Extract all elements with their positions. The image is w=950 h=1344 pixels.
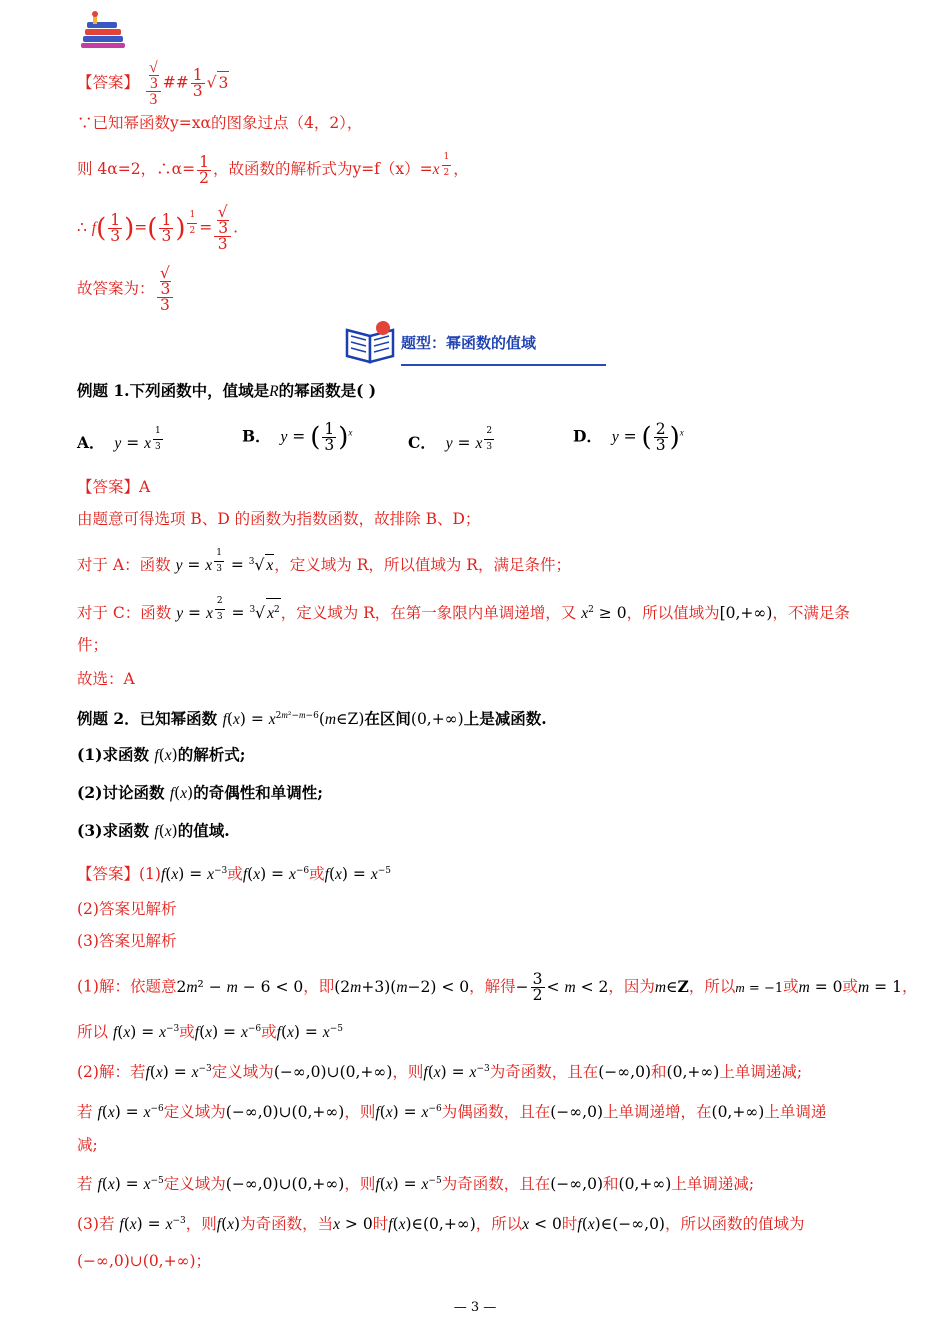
- solution-part1: (1)解：依题意2m² − m − 6 < 0，即(2m+3)(m−2) < 0，解得− $\frac{3}{2}$ < m < 2，因为m∈Z，所以m = −1或m = 0或m = 1，: [77, 970, 918, 1004]
- solution-part2-c: 若 $f(x) = x^{-5}$定义域为(−∞,0)∪(0,+∞)，则$f(x) = x^{-5}$为奇函数，且在(−∞,0)和(0,+∞)上单调递减;: [77, 1175, 755, 1194]
- section-banner: [343, 320, 608, 370]
- example2-answer-3: (3)答案见解析: [77, 932, 177, 950]
- example1-choice: 故选：A: [77, 670, 135, 688]
- option-d: D． y = ( $\frac{2}{3}$ )$^x$: [573, 420, 684, 454]
- question-1: (1)求函数 f(x)的解析式;: [77, 745, 246, 764]
- solution-part2-a: (2)解：若$f(x) = x^{-3}$定义域为(−∞,0)∪(0,+∞)，则$f(x) = x^{-3}$为奇函数，且在(−∞,0)和(0,+∞)上单调递减;: [77, 1063, 803, 1082]
- option-b: B． y = ( $\frac{1}{3}$ )$^x$: [242, 420, 353, 454]
- example1-answer: 【答案】A: [77, 478, 151, 496]
- example2-answer-2: (2)答案见解析: [77, 900, 177, 918]
- open-book-icon: [343, 320, 399, 366]
- example1-stem: 例题 1.下列函数中，值域是R的幂函数是( ): [77, 381, 377, 400]
- books-logo-icon: [79, 10, 131, 50]
- answer1-derivation: 则 4α=2，∴α= $\frac{1}{2}$ ，故函数的解析式为y=f（x）=x $^{\frac{1}{2}}$ ，: [77, 152, 469, 187]
- answer1-premise: ∵已知幂函数y=xα的图象过点（4，2），: [77, 114, 363, 132]
- answer1-evaluation: ∴ f( $\frac{1}{3}$ )=( $\frac{1}{3}$ ) $^{\frac{1}{2}}$ = √ 3 3 .: [77, 203, 239, 253]
- question-2: (2)讨论函数 f(x)的奇偶性和单调性;: [77, 783, 323, 802]
- example1-solution-3-cont: 件；: [77, 636, 109, 654]
- question-3: (3)求函数 f(x)的值域.: [77, 821, 230, 840]
- solution-part3: (3)若 $f(x) = x^{-3}$，则f(x)为奇函数，当x > 0时f(x)∈(0,+∞)，所以x < 0时f(x)∈(−∞,0)，所以函数的值域为: [77, 1215, 805, 1234]
- example2-answer-1: 【答案】$(1)f(x) = x^{-3}$或$f(x) = x^{-6}$或$f(x) = x^{-5}$: [77, 865, 391, 884]
- example1-solution-1: 由题意可得选项 B、D 的函数为指数函数，故排除 B、D；: [77, 510, 481, 528]
- option-a: A． y = x $^{\frac{1}{3}}$: [77, 426, 161, 453]
- example1-solution-2: 对于 A：函数 y = x $^{\frac{1}{3}}$ = $^3$√ x，定义域为 R，所以值域为 R，满足条件；: [77, 546, 571, 577]
- example2-stem: 例题 2．已知幂函数 $f(x) = x^{2m^2-m-6}(m\in Z)$在区间(0,+∞)上是减函数.: [77, 709, 547, 729]
- solution-part2-b-cont: 减;: [77, 1136, 98, 1154]
- solution-part3-range: (−∞,0)∪(0,+∞)；: [77, 1252, 212, 1270]
- section-title: 题型：幂函数的值域: [401, 334, 537, 352]
- example1-solution-3: 对于 C：函数 y = x $^{\frac{2}{3}}$ = $^3$√ $x^2$，定义域为 R，在第一象限内单调递增，又 $x^2 \ge 0$，所以值域为[0,+∞)，不满足条: [77, 594, 850, 625]
- option-c: C． y = x $^{\frac{2}{3}}$: [408, 426, 493, 453]
- solution-part2-b: 若 $f(x) = x^{-6}$定义域为(−∞,0)∪(0,+∞)，则$f(x) = x^{-6}$为偶函数，且在(−∞,0)上单调递增，在(0,+∞)上单调递: [77, 1103, 827, 1122]
- answer1-final: 故答案为： √ 3 3: [77, 266, 175, 313]
- page-number: — 3 —: [453, 1300, 497, 1315]
- solution-part1-result: 所以 $f(x) = x^{-3}$或$f(x) = x^{-6}$或$f(x) = x^{-5}$: [77, 1023, 343, 1042]
- answer-tag: 【答案】: [77, 73, 140, 92]
- section-underline: [401, 364, 606, 366]
- answer1-line: 【答案】 √ 3 3 ## $\frac{1}{3}$ √ 3: [77, 59, 229, 108]
